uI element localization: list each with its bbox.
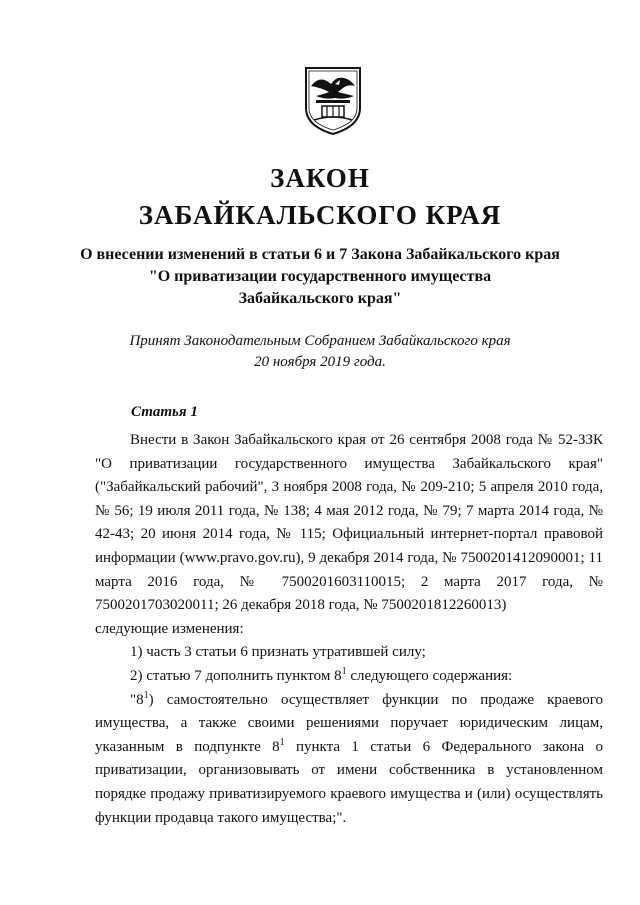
coat-of-arms-graphic	[302, 64, 364, 136]
law-title: ЗАКОН	[270, 163, 370, 193]
subtitle-line: "О приватизации государственного имущества	[148, 268, 492, 285]
article-body	[95, 429, 603, 830]
article-intro-paragraph	[95, 429, 603, 618]
quoted-provision	[95, 689, 603, 831]
adoption-line: Принят Законодательным Собранием Забайкальского края	[129, 333, 511, 349]
amendment-item-2	[95, 665, 603, 689]
superscript: 1	[341, 665, 347, 677]
article-intro-end: следующие изменения:	[95, 620, 244, 637]
amendment-item-2-text-end: следующего содержания:	[346, 667, 513, 684]
article-intro-text: Внести в Закон Забайкальского края от 26 сентября 2008 года № 52-ЗЗК "О приватизации государственного имущества Забайкальского края" ("Забайкальский рабочий", 3 ноября 2008 года, № 209-210; 5 апреля 2010 года, № 56; 19 июля 2011 года, № 138; 4 мая 2012 года, № 79; 7 марта 2014 года, № 42-43; 20 июня 2014 года, № 115; Официальный интернет-портал правовой информации (www.pravo.gov.ru), 9 декабря 2014 года, № 7500201412090001; 11 марта 2016 года, № 7500201603110015; 2 марта 2017 года, № 7500201703020011; 26 декабря 2018 года, № 7500201812260013)	[95, 432, 603, 614]
article-heading: Статья 1	[131, 404, 198, 420]
quoted-provision-end: пункта 1 статьи 6 Федерального закона о приватизации, организовывать от имени собственника в установленном порядке продажу приватизируемого краевого имущества и (или) осуществлять функции продавца такого имущества;".	[95, 738, 604, 826]
law-region-title: ЗАБАЙКАЛЬСКОГО КРАЯ	[138, 200, 502, 230]
quoted-provision-text: ) самостоятельно осуществляет функции по продаже краевого имущества, а также своими решениями поручает юридическим лицам, указанным в подпункте 8	[95, 691, 603, 755]
amendment-item-2-text: 2) статью 7 дополнить пунктом 8	[130, 667, 342, 684]
superscript: 1	[143, 689, 149, 701]
law-subtitle	[0, 244, 640, 310]
amendment-item-1: 1) часть 3 статьи 6 признать утратившей силу;	[130, 644, 426, 661]
superscript: 1	[279, 736, 285, 748]
subtitle-line: О внесении изменений в статьи 6 и 7 Закона Забайкальского края	[80, 246, 560, 263]
quoted-provision-start: "8	[130, 691, 144, 708]
adoption-note	[0, 331, 640, 373]
coat-of-arms-icon	[302, 64, 364, 136]
adoption-date: 20 ноября 2019 года.	[254, 354, 386, 370]
subtitle-line: Забайкальского края"	[238, 290, 402, 307]
